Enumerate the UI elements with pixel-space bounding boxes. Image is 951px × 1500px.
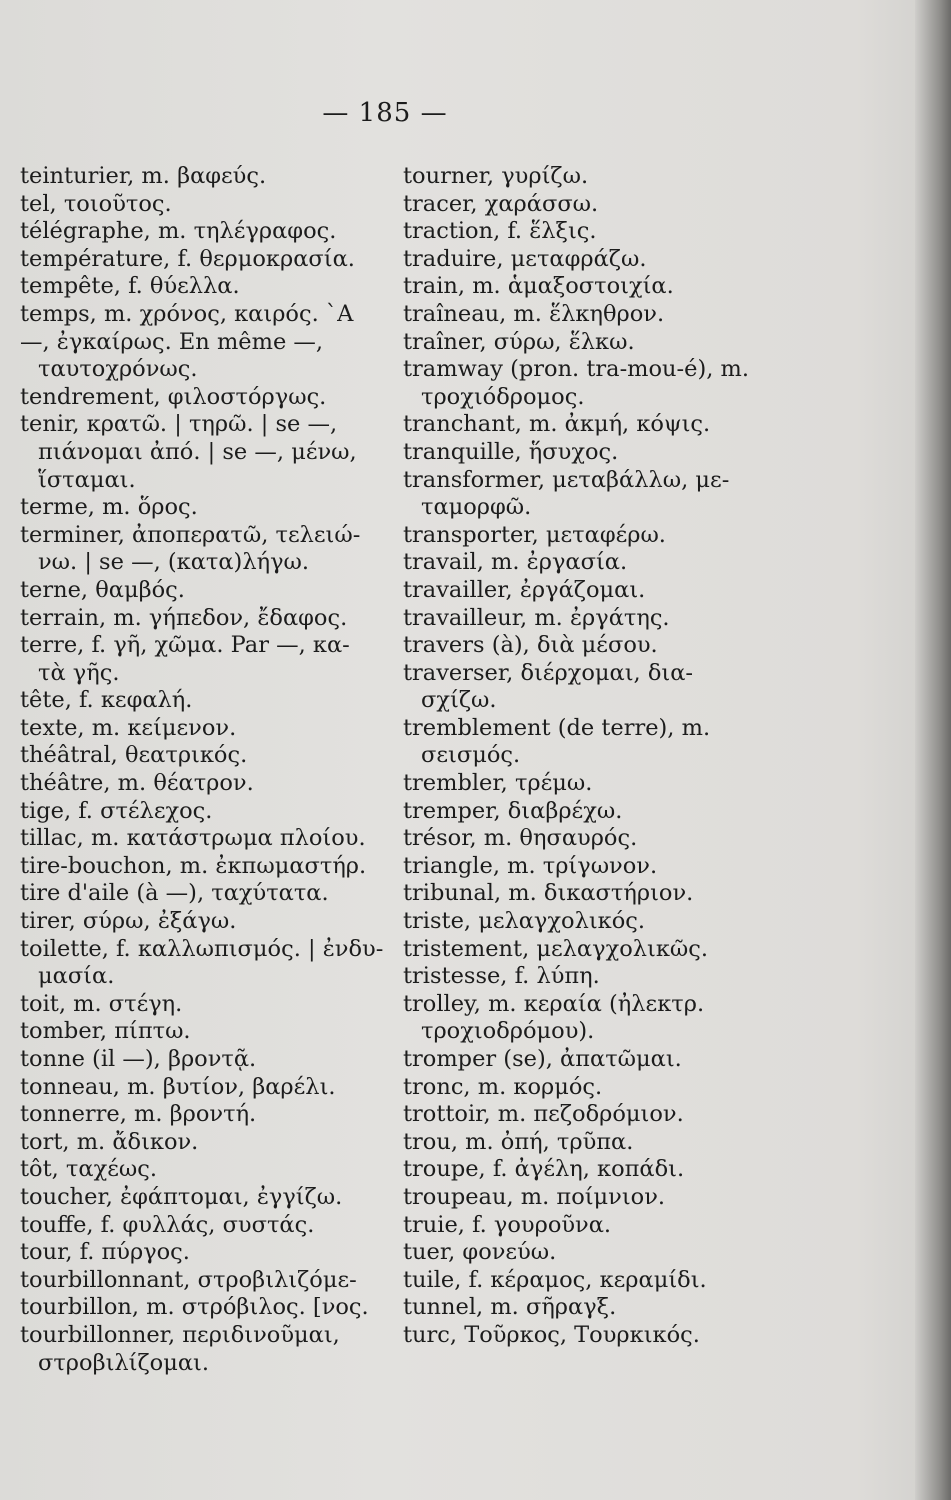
dictionary-line: tranchant, m. ἀκμή, κόψις. (403, 411, 711, 438)
dictionary-line: terre, f. γῆ, χῶμα. Par —, κα- (20, 632, 350, 659)
dictionary-line: τὰ γῆς. (38, 659, 120, 686)
dictionary-line: tonnerre, m. βροντή. (20, 1101, 257, 1128)
dictionary-line: travailleur, m. ἐργάτης. (403, 604, 670, 631)
dictionary-line: σχίζω. (421, 687, 497, 714)
dictionary-line: tenir, κρατῶ. | τηρῶ. | se —, (20, 411, 338, 438)
dictionary-line: température, f. θερμοκρασία. (20, 245, 355, 272)
dictionary-line: temps, m. χρόνος, καιρός. `A (20, 300, 354, 327)
dictionary-line: tige, f. στέλεχος. (20, 797, 213, 824)
dictionary-line: tôt, ταχέως. (20, 1156, 157, 1183)
dictionary-line: trésor, m. θησαυρός. (403, 825, 638, 852)
dictionary-line: tillac, m. κατάστρωμα πλοίου. (20, 825, 366, 852)
dictionary-line: tête, f. κεφαλή. (20, 687, 193, 714)
dictionary-line: tramway (pron. tra-mou-é), m. (403, 356, 750, 383)
dictionary-line: tuile, f. κέραμος, κεραμίδι. (403, 1266, 707, 1293)
left-column (20, 163, 384, 1377)
dictionary-line: μασία. (38, 963, 115, 990)
dictionary-line: tracer, χαράσσω. (403, 190, 599, 217)
dictionary-line: terne, θαμβός. (20, 576, 185, 603)
dictionary-line: texte, m. κείμενον. (20, 714, 237, 741)
dictionary-line: tremper, διαβρέχω. (403, 797, 623, 824)
dictionary-line: traîner, σύρω, ἕλκω. (403, 328, 635, 355)
dictionary-line: triangle, m. τρίγωνον. (403, 852, 658, 879)
dictionary-line: tonneau, m. βυτίον, βαρέλι. (20, 1073, 336, 1100)
dictionary-line: touffe, f. φυλλάς, συστάς. (20, 1211, 315, 1238)
dictionary-line: tomber, πίπτω. (20, 1018, 191, 1045)
dictionary-line: —, ἐγκαίρως. En même —, (20, 328, 324, 355)
dictionary-line: théâtre, m. θέατρον. (20, 770, 254, 797)
dictionary-line: travail, m. ἐργασία. (403, 549, 628, 576)
dictionary-line: tort, m. ἄδικον. (20, 1128, 199, 1155)
dictionary-line: teinturier, m. βαφεύς. (20, 163, 267, 189)
dictionary-line: tourbillonnant, στροβιλιζόμε- (20, 1266, 357, 1293)
dictionary-line: tristesse, f. λύπη. (403, 963, 600, 990)
dictionary-line: tribunal, m. δικαστήριον. (403, 880, 694, 907)
dictionary-line: trembler, τρέμω. (403, 770, 593, 797)
dictionary-line: traîneau, m. ἕλκηθρον. (403, 300, 665, 327)
dictionary-line: tel, τοιοῦτος. (20, 190, 172, 217)
dictionary-line: ἵσταμαι. (38, 466, 136, 493)
dictionary-line: traduire, μεταφράζω. (403, 245, 647, 272)
dictionary-line: tristement, μελαγχολικῶς. (403, 935, 708, 962)
dictionary-line: ταυτοχρόνως. (38, 356, 198, 383)
page-number: — 185 — (322, 98, 448, 128)
dictionary-line: télégraphe, m. τηλέγραφος. (20, 218, 337, 245)
dictionary-line: troupe, f. ἀγέλη, κοπάδι. (403, 1156, 685, 1183)
dictionary-line: trolley, m. κεραία (ἠλεκτρ. (403, 990, 705, 1017)
dictionary-line: transformer, μεταβάλλω, με- (403, 466, 730, 493)
dictionary-line: τροχιοδρόμου). (421, 1018, 595, 1045)
dictionary-line: toit, m. στέγη. (20, 990, 183, 1017)
dictionary-line: terme, m. ὅρος. (20, 494, 198, 521)
dictionary-line: trottoir, m. πεζοδρόμιον. (403, 1101, 684, 1128)
dictionary-line: tranquille, ἥσυχος. (403, 438, 619, 465)
dictionary-line: troupeau, m. ποίμνιον. (403, 1183, 666, 1210)
dictionary-line: tourbillon, m. στρόβιλος. [νος. (20, 1294, 369, 1321)
dictionary-line: πιάνομαι ἀπό. | se —, μένω, (38, 438, 357, 465)
dictionary-line: terminer, ἀποπερατῶ, τελειώ- (20, 521, 361, 548)
dictionary-line: toilette, f. καλλωπισμός. | ἐνδυ- (20, 935, 384, 962)
dictionary-line: tromper (se), ἀπατῶμαι. (403, 1046, 682, 1072)
dictionary-line: triste, μελαγχολικός. (403, 908, 646, 935)
dictionary-line: tuer, φονεύω. (403, 1239, 557, 1266)
dictionary-line: traction, f. ἕλξις. (403, 218, 597, 245)
page-edge-shadow (915, 0, 951, 1500)
dictionary-line: toucher, ἐφάπτομαι, ἐγγίζω. (20, 1183, 343, 1210)
dictionary-line: στροβιλίζομαι. (38, 1349, 210, 1376)
dictionary-line: travers (à), διὰ μέσου. (403, 632, 658, 659)
dictionary-line: traverser, διέρχομαι, δια- (403, 659, 693, 686)
dictionary-line: tourbillonner, περιδινοῦμαι, (20, 1321, 340, 1348)
dictionary-line: tirer, σύρω, ἐξάγω. (20, 908, 237, 935)
dictionary-line: trou, m. ὀπή, τρῦπα. (403, 1128, 634, 1155)
right-column (403, 163, 758, 1350)
dictionary-line: tonne (il —), βροντᾷ. (20, 1046, 257, 1072)
dictionary-line: travailler, ἐργάζομαι. (403, 576, 646, 603)
dictionary-line: tour, f. πύργος. (20, 1239, 190, 1266)
dictionary-line: truie, f. γουροῦνα. (403, 1211, 612, 1238)
dictionary-line: τροχιόδρομος. (421, 383, 585, 410)
dictionary-line: σεισμός. (421, 742, 521, 769)
dictionary-line: turc, Τοῦρκος, Τουρκικός. (403, 1321, 700, 1348)
dictionary-line: tire d'aile (à —), ταχύτατα. (20, 880, 329, 907)
dictionary-line: tronc, m. κορμός. (403, 1073, 603, 1100)
dictionary-line: transporter, μεταφέρω. (403, 521, 666, 548)
dictionary-line: tremblement (de terre), m. (403, 714, 711, 741)
dictionary-line: tempête, f. θύελλα. (20, 273, 240, 300)
dictionary-line: νω. | se —, (κατα)λήγω. (38, 549, 310, 576)
dictionary-line: tire-bouchon, m. ἐκπωμαστήρ. (20, 852, 367, 879)
dictionary-line: tourner, γυρίζω. (403, 163, 589, 189)
dictionary-line: tendrement, φιλοστόργως. (20, 383, 327, 410)
dictionary-line: terrain, m. γήπεδον, ἔδαφος. (20, 604, 348, 631)
dictionary-line: tunnel, m. σῆραγξ. (403, 1294, 617, 1321)
dictionary-line: théâtral, θεατρικός. (20, 742, 248, 769)
dictionary-line: ταμορφῶ. (421, 494, 532, 521)
dictionary-line: train, m. ἁμαξοστοιχία. (403, 273, 674, 300)
